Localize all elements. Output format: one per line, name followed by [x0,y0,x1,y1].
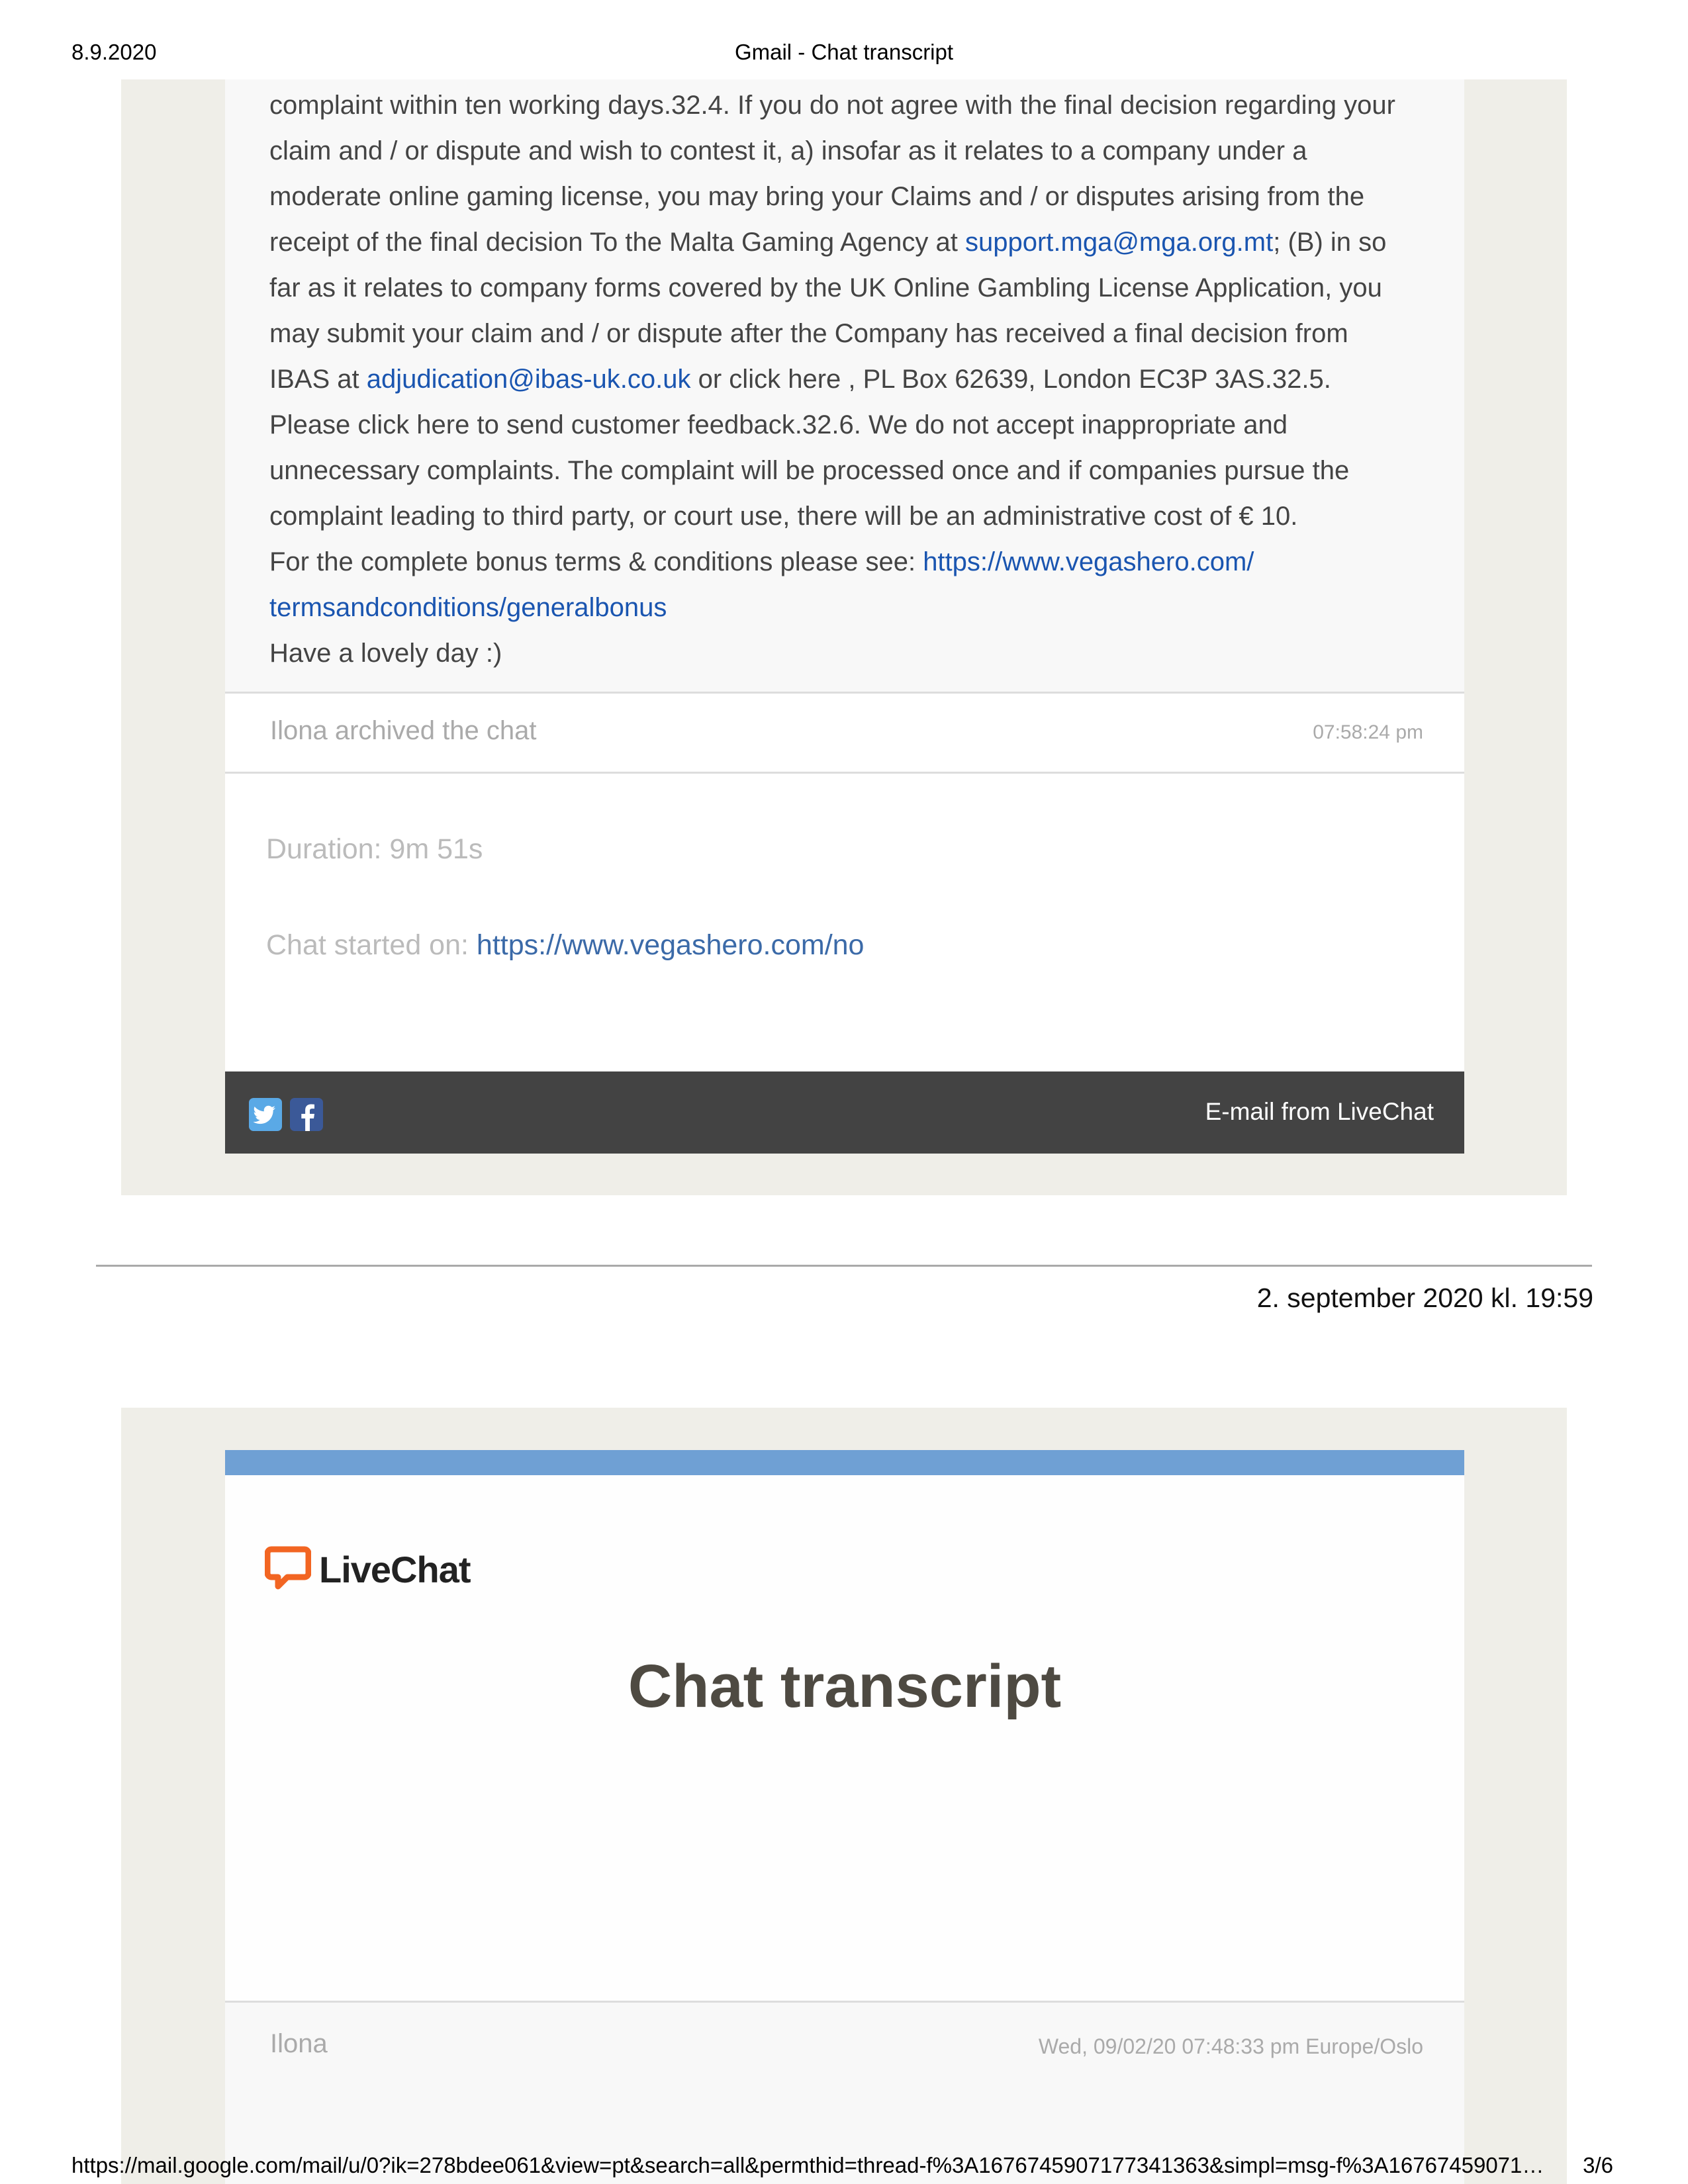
message-line [269,585,1434,631]
chat-started-label: Chat started on: [266,929,477,961]
print-page-number: 3/6 [1583,2153,1613,2177]
print-footer [0,2153,1688,2179]
agent-name: Ilona [270,2029,328,2058]
email-from-livechat[interactable]: E-mail from LiveChat [1205,1098,1434,1125]
message-line-text: moderate online gaming license, you may bring your Claims and / or disputes arising from the [269,182,1365,211]
message-line-text: Please click here to send customer feedback.32.6. We do not accept inappropriate and [269,410,1288,439]
message-line [269,494,1434,539]
message-line [269,357,1434,402]
livechat-logo-text: LiveChat [319,1549,471,1590]
message-line-text: claim and / or dispute and wish to contest it, a) insofar as it relates to a company under a [269,136,1307,165]
message-line [269,128,1434,174]
transcript-title: Chat transcript [628,1653,1062,1720]
message-line-text: complaint leading to third party, or court use, there will be an administrative cost of € 10. [269,502,1298,531]
message-line [269,539,1434,585]
message-line-text: may submit your claim and / or dispute after the Company has received a final decision from [269,319,1348,348]
print-header [0,40,1688,66]
print-date: 8.9.2020 [71,40,157,64]
message-line-text: IBAS at [269,365,367,394]
agent-timestamp: Wed, 09/02/20 07:48:33 pm Europe/Oslo [1038,2034,1423,2058]
message-line-text: or click here , PL Box 62639, London EC3P 3AS.32.5. [690,365,1331,394]
print-url: https://mail.google.com/mail/u/0?ik=278bdee061&view=pt&search=all&permthid=thread-f%3A1676745907177341363&simpl=msg-f%3A16767459071… [71,2153,1544,2177]
message-line [269,631,1434,676]
card-top-bar [225,1450,1464,1475]
message-line-text: For the complete bonus terms & conditions please see: [269,547,923,576]
twitter-icon[interactable] [249,1098,282,1131]
message-separator [96,1265,1592,1267]
archived-text: Ilona archived the chat [270,716,537,745]
message-text [269,83,1434,676]
message-line-text: unnecessary complaints. The complaint will be processed once and if companies pursue the [269,456,1350,485]
message-line [269,402,1434,448]
facebook-icon[interactable] [290,1098,323,1131]
chat-started-link[interactable]: https://www.vegashero.com/no [476,929,865,961]
message-line [269,220,1434,265]
chat-started [266,929,864,962]
message-line [269,265,1434,311]
message-line-text: far as it relates to company forms covered by the UK Online Gambling License Application, you [269,273,1382,302]
livechat-logo [265,1545,471,1595]
message-line [269,83,1434,128]
message-line-text: receipt of the final decision To the Malta Gaming Agency at [269,228,965,257]
message-link[interactable]: termsandconditions/generalbonus [269,593,667,622]
message-line [269,448,1434,494]
message-date: 2. september 2020 kl. 19:59 [1256,1283,1593,1313]
message-link[interactable]: https://www.vegashero.com/ [923,547,1254,576]
message-line [269,174,1434,220]
message-link[interactable]: adjudication@ibas-uk.co.uk [366,365,691,394]
livechat-logo-icon [265,1545,311,1592]
message-line-text: Have a lovely day :) [269,639,502,668]
message-line [269,311,1434,357]
message-block [225,79,1464,692]
livechat-footer-bar [225,1071,1464,1154]
social-links [249,1098,328,1134]
chat-info [225,774,1464,1071]
print-title: Gmail - Chat transcript [734,40,954,64]
message-line-text: complaint within ten working days.32.4. If you do not agree with the final decision regarding your [269,91,1395,120]
chat-duration: Duration: 9m 51s [266,833,483,865]
message-line-text: ; (B) in so [1273,228,1387,257]
archived-time: 07:58:24 pm [1313,721,1423,743]
archived-row [225,694,1464,772]
message-link[interactable]: support.mga@mga.org.mt [964,228,1274,257]
